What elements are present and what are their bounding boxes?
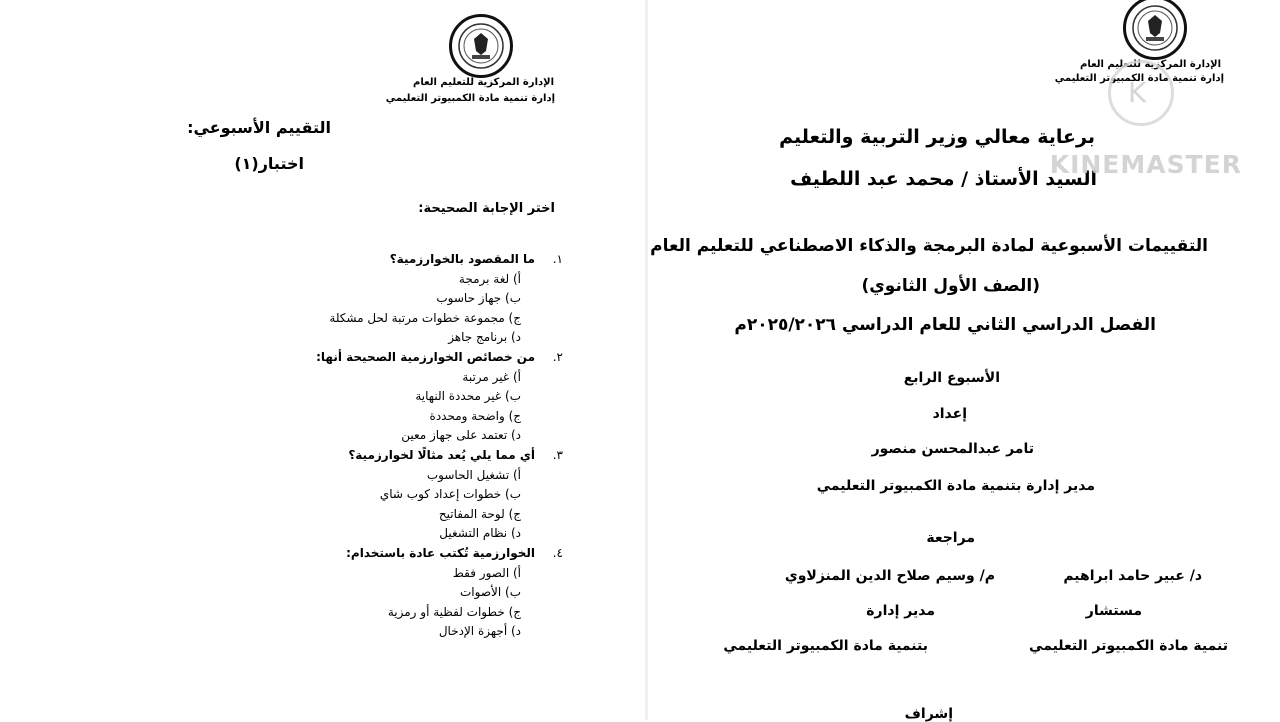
header-line-2: إدارة تنمية مادة الكمبيوتر التعليمي [1054, 73, 1224, 84]
header-line-1: الإدارة المركزية للتعليم العام [1080, 59, 1221, 70]
main-title: التقييمات الأسبوعية لمادة البرمجة والذكاء الاصطناعي للتعليم العام [650, 236, 1208, 256]
question-text: من خصائص الخوارزمية الصحيحة أنها: [316, 349, 535, 364]
option: ج) واضحة ومحددة [429, 408, 521, 423]
reviewer-2-dept: بتنمية مادة الكمبيوتر التعليمي [723, 638, 928, 654]
option: أ) غير مرتبة [462, 369, 521, 384]
watermark-text: KINEMASTER [1049, 150, 1242, 179]
author-title: مدير إدارة بتنمية مادة الكمبيوتر التعليمي [816, 478, 1095, 494]
option: ب) غير محددة النهاية [415, 389, 521, 404]
prepared-label: إعداد [932, 406, 967, 422]
option: ب) جهاز حاسوب [436, 291, 521, 306]
reviewer-1-dept: تنمية مادة الكمبيوتر التعليمي [1029, 638, 1228, 654]
option: د) أجهزة الإدخال [438, 624, 521, 639]
supervision-label: إشراف [904, 706, 953, 722]
option: د) تعتمد على جهاز معين [401, 428, 521, 443]
header-line-2: إدارة تنمية مادة الكمبيوتر التعليمي [385, 93, 555, 104]
option: د) نظام التشغيل [439, 526, 521, 541]
ministry-seal-icon [449, 14, 513, 78]
option: د) برنامج جاهز [448, 330, 521, 345]
week: الأسبوع الرابع [903, 370, 1000, 386]
header-line-1: الإدارة المركزية للتعليم العام [413, 77, 554, 88]
patron-line-2: السيد الأستاذ / محمد عبد اللطيف [790, 168, 1097, 190]
question-2: ٢. من خصائص الخوارزمية الصحيحة أنها: أ) غير مرتبة ب) غير محددة النهاية ج) واضحة ومحددة د) تعتمد على جهاز معين [215, 348, 535, 446]
question-1: ١. ما المقصود بالخوارزمية؟ أ) لغة برمجة ب) جهاز حاسوب ج) مجموعة خطوات مرتبة لحل مشكلة د) برنامج جاهز [215, 250, 535, 348]
option: ج) خطوات لفظية أو رمزية [387, 604, 521, 619]
author-name: تامر عبدالمحسن منصور [871, 441, 1034, 457]
option: أ) الصور فقط [452, 565, 521, 580]
question-list [215, 250, 563, 642]
option: ب) خطوات إعداد كوب شاي [379, 487, 521, 502]
option: ب) الأصوات [460, 585, 521, 600]
reviewer-2-name: م/ وسيم صلاح الدين المنزلاوي [784, 568, 995, 584]
question-text: الخوارزمية تُكتب عادة باستخدام: [346, 545, 535, 560]
ministry-seal-icon [1123, 0, 1187, 60]
option: ج) لوحة المفاتيح [438, 506, 521, 521]
review-label: مراجعة [926, 530, 975, 546]
question-3: ٣. أي مما يلي يُعد مثالًا لخوارزمية؟ أ) تشغيل الحاسوب ب) خطوات إعداد كوب شاي ج) لوحة المفاتيح د) نظام التشغيل [215, 446, 535, 544]
page-title: التقييم الأسبوعي: [187, 118, 331, 137]
question-4: ٤. الخوارزمية تُكتب عادة باستخدام: أ) الصور فقط ب) الأصوات ج) خطوات لفظية أو رمزية د) أجهزة الإدخال [215, 544, 535, 642]
right-page [648, 0, 1280, 720]
quiz-number: اختبار(١) [234, 154, 304, 173]
option: أ) لغة برمجة [458, 271, 521, 286]
grade: (الصف الأول الثانوي) [861, 276, 1040, 296]
reviewer-1-role: مستشار [1085, 603, 1142, 619]
patron-line-1: برعاية معالي وزير التربية والتعليم [779, 126, 1095, 148]
question-text: أي مما يلي يُعد مثالًا لخوارزمية؟ [348, 447, 535, 462]
question-text: ما المقصود بالخوارزمية؟ [389, 252, 535, 266]
option: ج) مجموعة خطوات مرتبة لحل مشكلة [329, 310, 521, 325]
reviewer-1-name: د/ عبير حامد ابراهيم [1063, 568, 1202, 584]
reviewer-2-role: مدير إدارة [866, 603, 935, 619]
term: الفصل الدراسي الثاني للعام الدراسي ٢٠٢٥/٢٠٢٦م [734, 315, 1156, 335]
option: أ) تشغيل الحاسوب [426, 467, 521, 482]
instruction: اختر الإجابة الصحيحة: [418, 201, 555, 216]
kinemaster-k-icon: K [1128, 76, 1147, 109]
